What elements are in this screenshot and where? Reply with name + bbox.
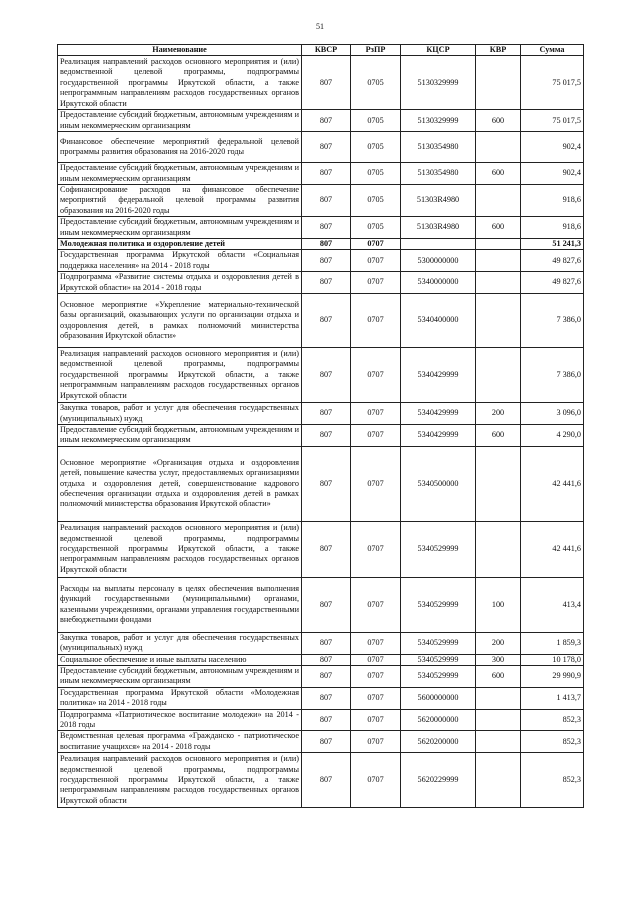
row-sum-cell: 852,3 xyxy=(521,731,584,753)
row-kvsr-cell: 807 xyxy=(302,250,351,272)
row-sum-cell: 852,3 xyxy=(521,753,584,808)
table-row xyxy=(58,250,584,272)
row-kvsr-cell: 807 xyxy=(302,239,351,250)
row-sum-cell: 7 386,0 xyxy=(521,294,584,348)
row-kvsr-cell: 807 xyxy=(302,446,351,521)
budget-table xyxy=(57,44,584,808)
row-sum-cell: 75 017,5 xyxy=(521,56,584,110)
row-kvr-cell xyxy=(476,731,521,753)
row-kvsr-cell: 807 xyxy=(302,294,351,348)
header-rzpr: РзПР xyxy=(351,45,401,56)
row-kvsr-cell: 807 xyxy=(302,709,351,731)
row-kvr-cell: 300 xyxy=(476,654,521,665)
row-kcsr-cell: 5600000000 xyxy=(401,687,476,709)
table-row xyxy=(58,132,584,163)
row-rzpr-cell: 0707 xyxy=(351,709,401,731)
row-kcsr-cell: 51303R4980 xyxy=(401,185,476,217)
row-sum-cell: 7 386,0 xyxy=(521,348,584,403)
header-kvr: КВР xyxy=(476,45,521,56)
row-sum-cell: 49 827,6 xyxy=(521,250,584,272)
header-name: Наименование xyxy=(58,45,302,56)
row-name-cell: Реализация направлений расходов основного мероприятия и (или) ведомственной целевой программы, подпрограммы государственной программы Иркутской области, а также непрограммным направлениям расходов государственных органов Иркутской области xyxy=(58,521,302,577)
row-kvr-cell xyxy=(476,132,521,163)
row-rzpr-cell: 0707 xyxy=(351,250,401,272)
row-rzpr-cell: 0707 xyxy=(351,654,401,665)
row-rzpr-cell: 0705 xyxy=(351,110,401,132)
row-kvsr-cell: 807 xyxy=(302,665,351,687)
table-body xyxy=(58,56,584,808)
row-kvr-cell: 200 xyxy=(476,632,521,654)
header-sum: Сумма xyxy=(521,45,584,56)
row-name-cell: Подпрограмма «Развитие системы отдыха и оздоровления детей в Иркутской области» на 2014 - 2018 годы xyxy=(58,272,302,294)
row-name-cell: Реализация направлений расходов основного мероприятия и (или) ведомственной целевой программы, подпрограммы государственной программы Иркутской области, а также непрограммным направлениям расходов государственных органов Иркутской области xyxy=(58,348,302,403)
row-name-cell: Предоставление субсидий бюджетным, автономным учреждениям и иным некоммерческим организациям xyxy=(58,163,302,185)
row-name-cell: Закупка товаров, работ и услуг для обеспечения государственных (муниципальных) нужд xyxy=(58,403,302,425)
row-kcsr-cell: 5620229999 xyxy=(401,753,476,808)
row-rzpr-cell: 0707 xyxy=(351,753,401,808)
row-kcsr-cell: 51303R4980 xyxy=(401,217,476,239)
row-kvsr-cell: 807 xyxy=(302,403,351,425)
row-kcsr-cell: 5340529999 xyxy=(401,521,476,577)
row-sum-cell: 42 441,6 xyxy=(521,521,584,577)
row-name-cell: Софинансирование расходов на финансовое обеспечение мероприятий федеральной целевой программы развития образования на 2016-2020 годы xyxy=(58,185,302,217)
row-kvsr-cell: 807 xyxy=(302,687,351,709)
row-sum-cell: 1 413,7 xyxy=(521,687,584,709)
row-sum-cell: 3 096,0 xyxy=(521,403,584,425)
row-kvr-cell xyxy=(476,294,521,348)
row-kvr-cell xyxy=(476,753,521,808)
row-name-cell: Молодежная политика и оздоровление детей xyxy=(58,239,302,250)
row-kvr-cell xyxy=(476,56,521,110)
row-name-cell: Основное мероприятие «Организация отдыха и оздоровления детей, повышение качества услуг, предоставляемых организациями отдыха и оздоровления детей, совершенствование кадрового обеспечения организации отдыха и оздоровления детей в рамках полномочий министерства образования Иркутской области» xyxy=(58,446,302,521)
row-sum-cell: 10 178,0 xyxy=(521,654,584,665)
row-sum-cell: 4 290,0 xyxy=(521,424,584,446)
row-kvsr-cell: 807 xyxy=(302,217,351,239)
row-kvr-cell xyxy=(476,185,521,217)
table-row xyxy=(58,56,584,110)
row-kvr-cell xyxy=(476,348,521,403)
row-kcsr-cell: 5340500000 xyxy=(401,446,476,521)
row-kvsr-cell: 807 xyxy=(302,753,351,808)
row-kvsr-cell: 807 xyxy=(302,521,351,577)
row-kvr-cell: 600 xyxy=(476,424,521,446)
row-kcsr-cell: 5130354980 xyxy=(401,132,476,163)
row-sum-cell: 75 017,5 xyxy=(521,110,584,132)
row-rzpr-cell: 0707 xyxy=(351,577,401,632)
row-name-cell: Государственная программа Иркутской области «Социальная поддержка населения» на 2014 - 2018 годы xyxy=(58,250,302,272)
row-kvsr-cell: 807 xyxy=(302,272,351,294)
row-kvsr-cell: 807 xyxy=(302,577,351,632)
row-kvr-cell: 600 xyxy=(476,163,521,185)
row-rzpr-cell: 0705 xyxy=(351,163,401,185)
row-name-cell: Предоставление субсидий бюджетным, автономным учреждениям и иным некоммерческим организациям xyxy=(58,424,302,446)
row-rzpr-cell: 0707 xyxy=(351,294,401,348)
table-row xyxy=(58,521,584,577)
table-row xyxy=(58,424,584,446)
row-kvr-cell: 600 xyxy=(476,217,521,239)
row-rzpr-cell: 0707 xyxy=(351,731,401,753)
row-kcsr-cell: 5130329999 xyxy=(401,56,476,110)
row-name-cell: Предоставление субсидий бюджетным, автономным учреждениям и иным некоммерческим организациям xyxy=(58,110,302,132)
row-rzpr-cell: 0707 xyxy=(351,348,401,403)
row-rzpr-cell: 0707 xyxy=(351,239,401,250)
row-name-cell: Закупка товаров, работ и услуг для обеспечения государственных (муниципальных) нужд xyxy=(58,632,302,654)
row-name-cell: Предоставление субсидий бюджетным, автономным учреждениям и иным некоммерческим организациям xyxy=(58,665,302,687)
row-kcsr-cell: 5300000000 xyxy=(401,250,476,272)
row-kvr-cell: 600 xyxy=(476,665,521,687)
row-sum-cell: 852,3 xyxy=(521,709,584,731)
row-sum-cell: 29 990,9 xyxy=(521,665,584,687)
row-kcsr-cell: 5130329999 xyxy=(401,110,476,132)
row-name-cell: Реализация направлений расходов основного мероприятия и (или) ведомственной целевой программы, подпрограммы государственной программы Иркутской области, а также непрограммным направлениям расходов государственных органов Иркутской области xyxy=(58,753,302,808)
row-kvr-cell: 600 xyxy=(476,110,521,132)
table-row xyxy=(58,654,584,665)
row-sum-cell: 1 859,3 xyxy=(521,632,584,654)
row-kvr-cell: 200 xyxy=(476,403,521,425)
table-row xyxy=(58,709,584,731)
table-row xyxy=(58,731,584,753)
row-kcsr-cell: 5620000000 xyxy=(401,709,476,731)
row-kcsr-cell: 5340400000 xyxy=(401,294,476,348)
header-kvsr: КВСР xyxy=(302,45,351,56)
row-rzpr-cell: 0707 xyxy=(351,424,401,446)
row-kvsr-cell: 807 xyxy=(302,731,351,753)
row-kvsr-cell: 807 xyxy=(302,632,351,654)
row-kvr-cell xyxy=(476,521,521,577)
row-rzpr-cell: 0705 xyxy=(351,56,401,110)
table-row xyxy=(58,665,584,687)
row-kcsr-cell: 5340429999 xyxy=(401,424,476,446)
row-kcsr-cell: 5340529999 xyxy=(401,577,476,632)
row-kvr-cell xyxy=(476,709,521,731)
table-row xyxy=(58,348,584,403)
row-kvsr-cell: 807 xyxy=(302,56,351,110)
row-kvr-cell xyxy=(476,239,521,250)
row-rzpr-cell: 0707 xyxy=(351,272,401,294)
table-row xyxy=(58,185,584,217)
table-header-row xyxy=(58,45,584,56)
row-name-cell: Предоставление субсидий бюджетным, автономным учреждениям и иным некоммерческим организациям xyxy=(58,217,302,239)
row-name-cell: Основное мероприятие «Укрепление материально-технической базы организаций, оказывающих услуги по организации отдыха и оздоровления детей, в рамках полномочий министерства образования Иркутской области» xyxy=(58,294,302,348)
table-row xyxy=(58,687,584,709)
row-sum-cell: 902,4 xyxy=(521,132,584,163)
row-rzpr-cell: 0705 xyxy=(351,217,401,239)
row-kvsr-cell: 807 xyxy=(302,424,351,446)
table-row xyxy=(58,446,584,521)
row-name-cell: Подпрограмма «Патриотическое воспитание молодежи» на 2014 - 2018 годы xyxy=(58,709,302,731)
row-sum-cell: 413,4 xyxy=(521,577,584,632)
table-row xyxy=(58,110,584,132)
table-row xyxy=(58,753,584,808)
row-name-cell: Ведомственная целевая программа «Гражданско - патриотическое воспитание учащихся» на 2014 - 2018 годы xyxy=(58,731,302,753)
row-rzpr-cell: 0707 xyxy=(351,665,401,687)
table-row xyxy=(58,239,584,250)
row-kvsr-cell: 807 xyxy=(302,163,351,185)
row-rzpr-cell: 0707 xyxy=(351,403,401,425)
row-kcsr-cell: 5340000000 xyxy=(401,272,476,294)
row-name-cell: Расходы на выплаты персоналу в целях обеспечения выполнения функций государственными (муниципальными) органами, казенными учреждениями, органами управления государственными внебюджетными фондами xyxy=(58,577,302,632)
header-kcsr: КЦСР xyxy=(401,45,476,56)
row-sum-cell: 42 441,6 xyxy=(521,446,584,521)
page-number: 51 xyxy=(316,22,324,31)
row-kvr-cell xyxy=(476,687,521,709)
table-row xyxy=(58,403,584,425)
row-name-cell: Государственная программа Иркутской области «Молодежная политика» на 2014 - 2018 годы xyxy=(58,687,302,709)
row-kvr-cell xyxy=(476,250,521,272)
row-rzpr-cell: 0705 xyxy=(351,185,401,217)
row-sum-cell: 902,4 xyxy=(521,163,584,185)
row-sum-cell: 918,6 xyxy=(521,185,584,217)
row-rzpr-cell: 0707 xyxy=(351,632,401,654)
row-kvsr-cell: 807 xyxy=(302,185,351,217)
row-kcsr-cell: 5340529999 xyxy=(401,632,476,654)
table-row xyxy=(58,577,584,632)
row-sum-cell: 51 241,3 xyxy=(521,239,584,250)
row-kcsr-cell: 5340529999 xyxy=(401,654,476,665)
table-row xyxy=(58,632,584,654)
row-kvr-cell xyxy=(476,446,521,521)
row-kcsr-cell: 5340429999 xyxy=(401,403,476,425)
table-row xyxy=(58,163,584,185)
row-rzpr-cell: 0707 xyxy=(351,521,401,577)
table-row xyxy=(58,272,584,294)
row-kcsr-cell: 5340429999 xyxy=(401,348,476,403)
row-name-cell: Финансовое обеспечение мероприятий федеральной целевой программы развития образования на 2016-2020 годы xyxy=(58,132,302,163)
row-rzpr-cell: 0707 xyxy=(351,687,401,709)
row-kcsr-cell: 5340529999 xyxy=(401,665,476,687)
row-kcsr-cell: 5130354980 xyxy=(401,163,476,185)
row-kvsr-cell: 807 xyxy=(302,110,351,132)
row-kvr-cell: 100 xyxy=(476,577,521,632)
row-kvsr-cell: 807 xyxy=(302,654,351,665)
row-rzpr-cell: 0707 xyxy=(351,446,401,521)
row-kcsr-cell: 5620200000 xyxy=(401,731,476,753)
row-kvsr-cell: 807 xyxy=(302,348,351,403)
table-row xyxy=(58,294,584,348)
row-name-cell: Реализация направлений расходов основного мероприятия и (или) ведомственной целевой программы, подпрограммы государственной программы Иркутской области, а также непрограммным направлениям расходов государственных органов Иркутской области xyxy=(58,56,302,110)
row-kvr-cell xyxy=(476,272,521,294)
row-sum-cell: 49 827,6 xyxy=(521,272,584,294)
row-name-cell: Социальное обеспечение и иные выплаты населению xyxy=(58,654,302,665)
row-sum-cell: 918,6 xyxy=(521,217,584,239)
row-kcsr-cell xyxy=(401,239,476,250)
table-row xyxy=(58,217,584,239)
row-kvsr-cell: 807 xyxy=(302,132,351,163)
row-rzpr-cell: 0705 xyxy=(351,132,401,163)
